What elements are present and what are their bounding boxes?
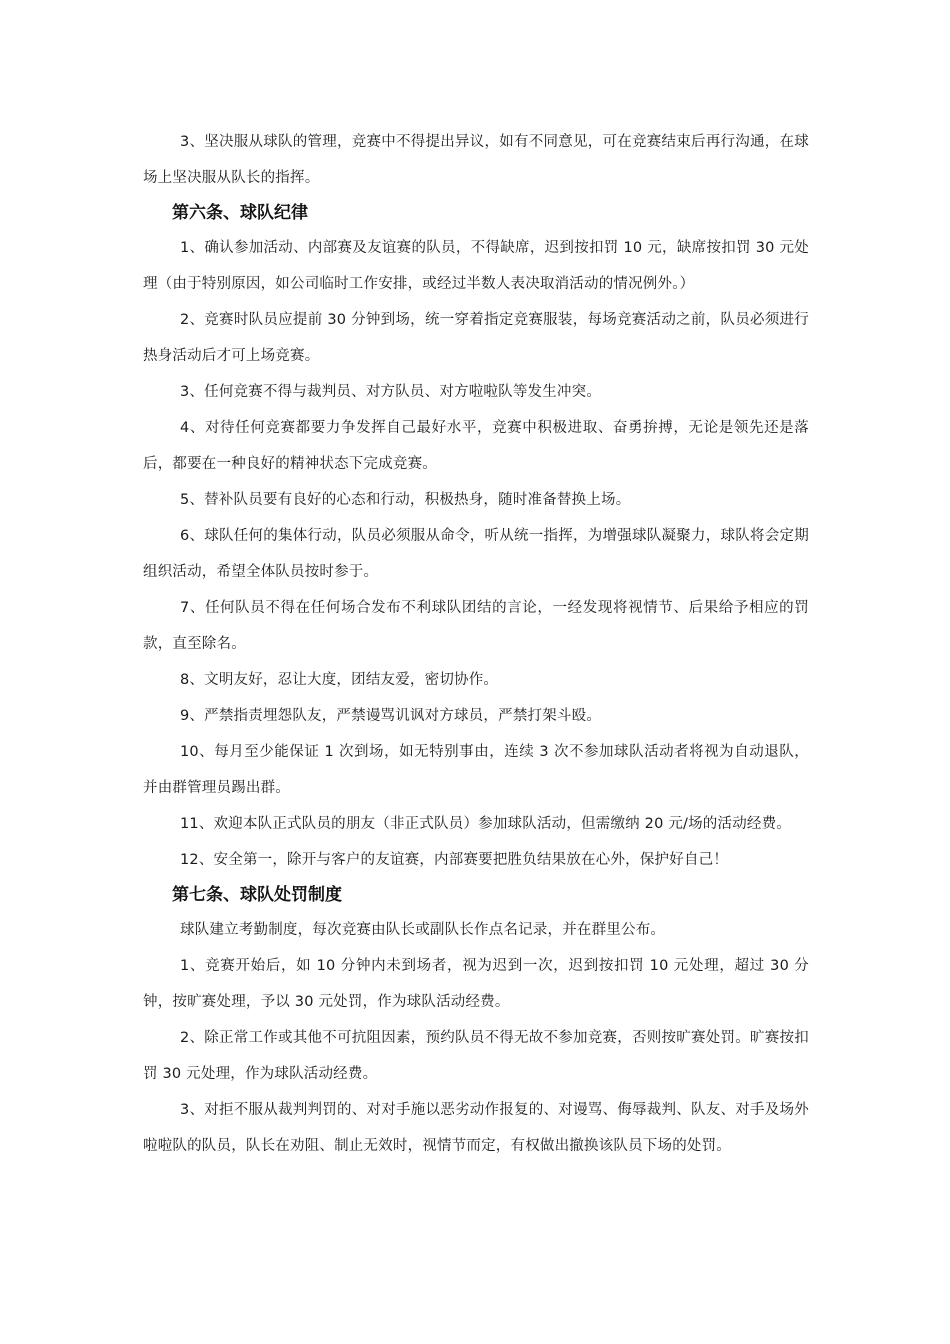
paragraph: 10、每月至少能保证 1 次到场，如无特别事由，连续 3 次不参加球队活动者将视为自动退队，并由群管理员踢出群。 bbox=[143, 744, 809, 796]
paragraph: 7、任何队员不得在任何场合发布不利球队团结的言论，一经发现将视情节、后果给予相应的罚款，直至除名。 bbox=[143, 600, 809, 652]
paragraph: 1、竞赛开始后，如 10 分钟内未到场者，视为迟到一次，迟到按扣罚 10 元处理，超过 30 分钟，按旷赛处理，予以 30 元处罚，作为球队活动经费。 bbox=[143, 958, 809, 1010]
paragraph: 12、安全第一，除开与客户的友谊赛，内部赛要把胜负结果放在心外，保护好自己！ bbox=[180, 852, 729, 868]
paragraph: 3、任何竞赛不得与裁判员、对方队员、对方啦啦队等发生冲突。 bbox=[180, 384, 602, 400]
section-heading: 第七条、球队处罚制度 bbox=[172, 885, 342, 905]
paragraph: 9、严禁指责埋怨队友，严禁谩骂讥讽对方球员，严禁打架斗殴。 bbox=[180, 708, 602, 724]
paragraph: 11、欢迎本队正式队员的朋友（非正式队员）参加球队活动，但需缴纳 20 元/场的活动经费。 bbox=[180, 816, 792, 832]
paragraph: 1、确认参加活动、内部赛及友谊赛的队员，不得缺席，迟到按扣罚 10 元，缺席按扣罚 30 元处理（由于特别原因，如公司临时工作安排，或经过半数人表决取消活动的情况例外。） bbox=[143, 240, 809, 292]
paragraph: 6、球队任何的集体行动，队员必须服从命令，听从统一指挥，为增强球队凝聚力，球队将会定期组织活动，希望全体队员按时参于。 bbox=[143, 528, 809, 580]
document-page bbox=[143, 124, 809, 1164]
section-heading: 第六条、球队纪律 bbox=[172, 203, 308, 223]
paragraph: 8、文明友好，忍让大度，团结友爱，密切协作。 bbox=[180, 672, 499, 688]
paragraph: 5、替补队员要有良好的心态和行动，积极热身，随时准备替换上场。 bbox=[180, 492, 631, 508]
paragraph: 球队建立考勤制度，每次竞赛由队长或副队长作点名记录，并在群里公布。 bbox=[180, 922, 666, 938]
paragraph: 3、坚决服从球队的管理，竞赛中不得提出异议，如有不同意见，可在竞赛结束后再行沟通，在球场上坚决服从队长的指挥。 bbox=[143, 134, 809, 186]
paragraph: 3、对拒不服从裁判判罚的、对对手施以恶劣动作报复的、对谩骂、侮辱裁判、队友、对手及场外啦啦队的队员，队长在劝阻、制止无效时，视情节而定，有权做出撤换该队员下场的处罚。 bbox=[143, 1102, 809, 1154]
paragraph: 2、除正常工作或其他不可抗阻因素，预约队员不得无故不参加竞赛，否则按旷赛处罚。旷赛按扣罚 30 元处理，作为球队活动经费。 bbox=[143, 1030, 809, 1082]
paragraph: 4、对待任何竞赛都要力争发挥自己最好水平，竞赛中积极进取、奋勇拚搏，无论是领先还是落后，都要在一种良好的精神状态下完成竞赛。 bbox=[143, 420, 809, 472]
paragraph: 2、竞赛时队员应提前 30 分钟到场，统一穿着指定竞赛服装，每场竞赛活动之前，队员必须进行热身活动后才可上场竞赛。 bbox=[143, 312, 809, 364]
